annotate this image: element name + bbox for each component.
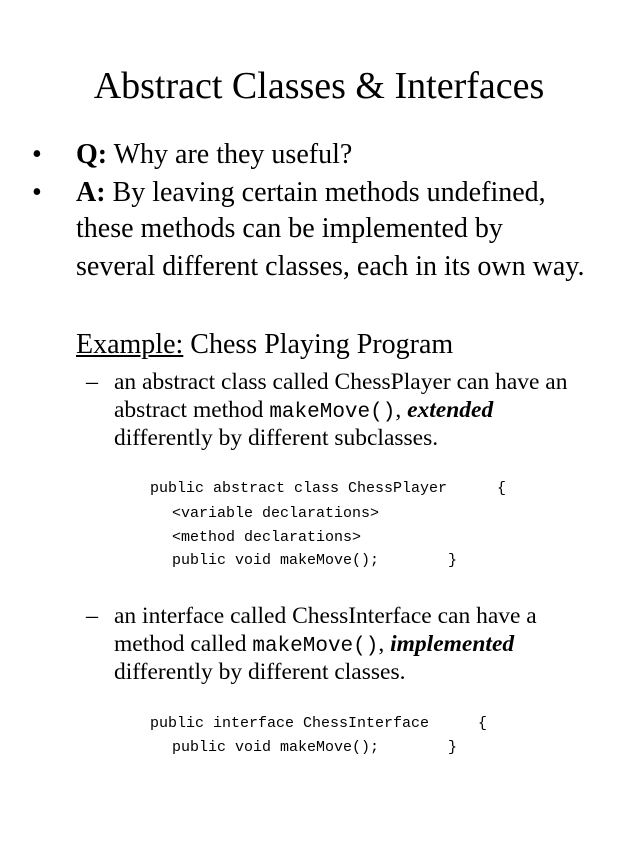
sub1-dash: –: [86, 369, 98, 395]
bullet-a-marker: •: [32, 177, 42, 208]
code2-line2-b: }: [448, 739, 458, 756]
sub2-method-code: makeMove(): [252, 635, 379, 658]
sub2-line2: [114, 630, 514, 661]
sub1-line2-mid: ,: [395, 397, 408, 423]
example-label: Example:: [76, 329, 184, 360]
code1-line4-a: public void makeMove();: [172, 552, 380, 569]
q-label: Q:: [76, 139, 108, 170]
code2-line2-a: public void makeMove();: [172, 739, 380, 756]
bullet-a-line3: several different classes, each in its own way.: [76, 251, 585, 282]
code2-line1-b: {: [478, 715, 488, 732]
sub2-line2-mid: ,: [378, 631, 391, 657]
a-line1-text: By leaving certain methods undefined,: [105, 177, 546, 208]
sub2-line1: an interface called ChessInterface can have a: [114, 603, 537, 629]
sub1-method-code: makeMove(): [269, 401, 396, 424]
sub1-emphasis: extended: [407, 397, 494, 423]
code1-line4-b: }: [448, 552, 458, 569]
sub2-dash: –: [86, 603, 98, 629]
code1-line1-b: {: [497, 480, 507, 497]
bullet-q-marker: •: [32, 139, 42, 170]
bullet-a-line2: these methods can be implemented by: [76, 213, 503, 244]
code1-line1-a: public abstract class ChessPlayer: [150, 480, 448, 497]
sub1-line2-pre: abstract method: [114, 397, 270, 423]
sub1-line3: differently by different subclasses.: [114, 425, 439, 451]
sub2-line2-pre: method called: [114, 631, 253, 657]
code1-line3: <method declarations>: [172, 529, 362, 546]
example-heading: [76, 328, 453, 362]
code1-line2: <variable declarations>: [172, 505, 380, 522]
sub1-line1: an abstract class called ChessPlayer can have an: [114, 369, 568, 395]
code2-line1-a: public interface ChessInterface: [150, 715, 430, 732]
q-text: Why are they useful?: [107, 139, 353, 170]
bullet-q: [76, 138, 352, 172]
bullet-a-line1: [76, 176, 546, 210]
sub2-line3: differently by different classes.: [114, 659, 406, 685]
slide-title: Abstract Classes & Interfaces: [93, 65, 545, 107]
sub2-emphasis: implemented: [390, 631, 515, 657]
sub1-line2: [114, 396, 493, 427]
example-text: Chess Playing Program: [183, 329, 454, 360]
a-label: A:: [76, 177, 106, 208]
